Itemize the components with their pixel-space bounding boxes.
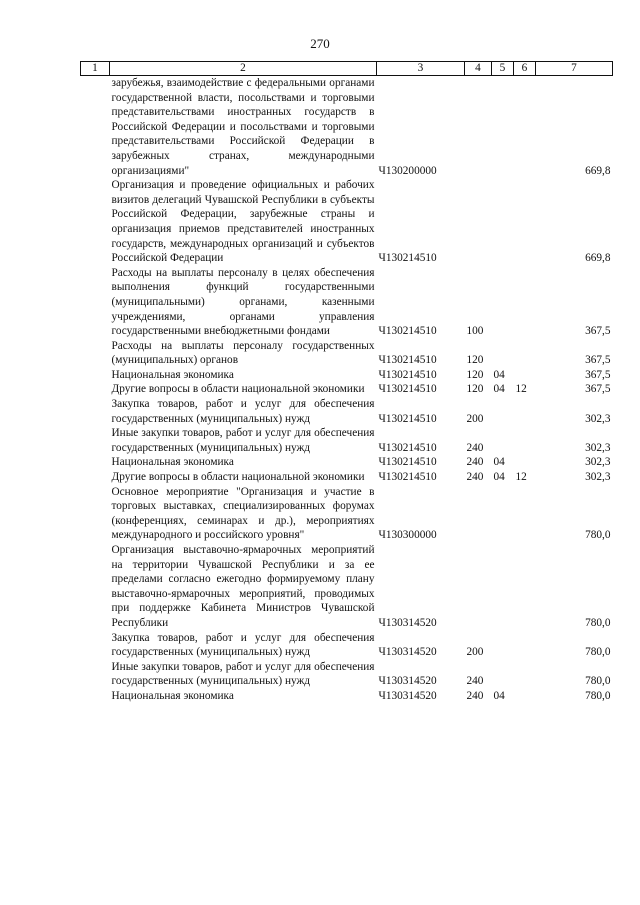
row-number-cell: [81, 660, 110, 689]
amount-cell: 669,8: [585, 164, 611, 177]
row-number-cell: [81, 455, 110, 470]
table-row: [81, 397, 613, 426]
header-col-1: 1: [81, 62, 110, 76]
row-number-cell: [81, 397, 110, 426]
target-code-cell: Ч130300000: [378, 529, 437, 542]
table-row: [81, 689, 613, 704]
amount-cell: 780,0: [585, 646, 611, 659]
section-cell: 04: [493, 689, 505, 702]
section-cell: [492, 266, 514, 339]
subsection-cell: [514, 266, 536, 339]
subsection-cell: [514, 631, 536, 660]
target-code-cell: Ч130214510: [378, 441, 437, 454]
subsection-cell: [514, 368, 536, 383]
target-code-cell: Ч130214510: [378, 456, 437, 469]
subsection-cell: [514, 76, 536, 179]
amount-cell: 302,3: [585, 412, 611, 425]
item-name-cell: Национальная экономика: [111, 689, 234, 702]
item-name-cell: Расходы на выплаты персоналу в целях обеспечения выполнения функций государственными (муниципальными) органами, казенными учреждениями, органами управления государственными внебюджетными фондами: [111, 266, 375, 338]
header-col-4: 4: [465, 62, 492, 76]
table-row: [81, 455, 613, 470]
subsection-cell: [514, 426, 536, 455]
row-number-cell: [81, 339, 110, 368]
expense-type-cell: [465, 543, 492, 631]
section-cell: 04: [493, 368, 505, 381]
expense-type-cell: 120: [466, 368, 484, 381]
section-cell: 04: [493, 456, 505, 469]
amount-cell: 367,5: [585, 383, 611, 396]
target-code-cell: Ч130214510: [378, 412, 437, 425]
amount-cell: 367,5: [585, 325, 611, 338]
target-code-cell: Ч130314520: [378, 675, 437, 688]
target-code-cell: Ч130314520: [378, 646, 437, 659]
amount-cell: 669,8: [585, 252, 611, 265]
target-code-cell: Ч130200000: [378, 164, 437, 177]
amount-cell: 780,0: [585, 529, 611, 542]
table-body: [81, 76, 613, 704]
section-cell: [492, 631, 514, 660]
target-code-cell: Ч130314520: [378, 616, 437, 629]
header-col-3: 3: [377, 62, 465, 76]
item-name-cell: Другие вопросы в области национальной экономики: [111, 383, 365, 396]
amount-cell: 780,0: [585, 675, 611, 688]
section-cell: 04: [493, 471, 505, 484]
amount-cell: 780,0: [585, 689, 611, 702]
item-name-cell: Закупка товаров, работ и услуг для обеспечения государственных (муниципальных) нужд: [111, 398, 375, 425]
table-row: [81, 470, 613, 485]
target-code-cell: Ч130214510: [378, 252, 437, 265]
row-number-cell: [81, 368, 110, 383]
table-row: [81, 660, 613, 689]
expense-type-cell: [465, 178, 492, 266]
table-row: [81, 178, 613, 266]
table-header: [81, 62, 613, 76]
header-col-7: 7: [536, 62, 613, 76]
amount-cell: 302,3: [585, 471, 611, 484]
section-cell: [492, 485, 514, 543]
expense-type-cell: [465, 76, 492, 179]
table-row: [81, 76, 613, 179]
target-code-cell: Ч130214510: [378, 354, 437, 367]
section-cell: [492, 426, 514, 455]
item-name-cell: Основное мероприятие "Организация и участие в торговых выставках, специализированных форумах (конференциях, семинарах и др.), мероприятиях международного и российского уровня": [111, 485, 375, 542]
section-cell: [492, 397, 514, 426]
item-name-cell: Иные закупки товаров, работ и услуг для обеспечения государственных (муниципальных) нужд: [111, 660, 375, 688]
section-cell: [492, 76, 514, 179]
subsection-cell: [514, 543, 536, 631]
expense-type-cell: 200: [466, 412, 484, 425]
expense-type-cell: 240: [466, 471, 484, 484]
expense-type-cell: [465, 485, 492, 543]
budget-table: [80, 61, 613, 704]
table-row: [81, 339, 613, 368]
amount-cell: 367,5: [585, 368, 611, 381]
row-number-cell: [81, 485, 110, 543]
subsection-cell: [514, 485, 536, 543]
expense-type-cell: 240: [466, 689, 484, 702]
expense-type-cell: 120: [466, 354, 484, 367]
item-name-cell: Организация и проведение официальных и рабочих визитов делегаций Чувашской Республики в субъекты Российской Федерации, зарубежные страны и организация приемов представителей иностранных государств, международных организаций и субъектов Российской Федерации: [111, 179, 375, 265]
item-name-cell: Другие вопросы в области национальной экономики: [111, 471, 365, 484]
row-number-cell: [81, 266, 110, 339]
table-row: [81, 485, 613, 543]
expense-type-cell: 120: [466, 383, 484, 396]
header-col-5: 5: [492, 62, 514, 76]
subsection-cell: [514, 397, 536, 426]
subsection-cell: 12: [515, 383, 527, 396]
table-row: [81, 426, 613, 455]
item-name-cell: Национальная экономика: [111, 368, 234, 381]
subsection-cell: [514, 455, 536, 470]
target-code-cell: Ч130214510: [378, 471, 437, 484]
row-number-cell: [81, 382, 110, 397]
table-row: [81, 266, 613, 339]
subsection-cell: [514, 660, 536, 689]
expense-type-cell: 240: [466, 456, 484, 469]
expense-type-cell: 240: [466, 441, 484, 454]
amount-cell: 302,3: [585, 456, 611, 469]
item-name-cell: Закупка товаров, работ и услуг для обеспечения государственных (муниципальных) нужд: [111, 631, 375, 659]
amount-cell: 302,3: [585, 441, 611, 454]
table-row: [81, 543, 613, 631]
section-cell: [492, 660, 514, 689]
subsection-cell: [514, 339, 536, 368]
row-number-cell: [81, 178, 110, 266]
target-code-cell: Ч130314520: [378, 689, 437, 702]
header-col-6: 6: [514, 62, 536, 76]
table-row: [81, 368, 613, 383]
expense-type-cell: 200: [466, 646, 484, 659]
item-name-cell: Иные закупки товаров, работ и услуг для обеспечения государственных (муниципальных) нужд: [111, 427, 375, 454]
item-name-cell: Национальная экономика: [111, 456, 234, 469]
section-cell: [492, 543, 514, 631]
header-row: [81, 62, 613, 76]
subsection-cell: [514, 689, 536, 704]
page-number: 270: [310, 36, 330, 51]
row-number-cell: [81, 689, 110, 704]
target-code-cell: Ч130214510: [378, 368, 437, 381]
amount-cell: 367,5: [585, 354, 611, 367]
subsection-cell: [514, 178, 536, 266]
item-name-cell: Расходы на выплаты персоналу государственных (муниципальных) органов: [111, 339, 375, 367]
item-name-cell: Организация выставочно-ярмарочных мероприятий на территории Чувашской Республики и за ее пределами согласно ежегодно формируемому плану выставочно-ярмарочных мероприятий, проводимых при поддержке Кабинета Министров Чувашской Республики: [111, 544, 375, 629]
target-code-cell: Ч130214510: [378, 383, 437, 396]
amount-cell: 780,0: [585, 616, 611, 629]
subsection-cell: 12: [515, 471, 527, 484]
target-code-cell: Ч130214510: [378, 325, 437, 338]
row-number-cell: [81, 426, 110, 455]
row-number-cell: [81, 543, 110, 631]
table-row: [81, 631, 613, 660]
item-name-cell: зарубежья, взаимодействие с федеральными органами государственной власти, посольствами и торговыми представительствами иностранных государств в Российской Федерации и посольствами и торговыми представительствами Российской Федерации в зарубежных странах, международными организациями": [111, 77, 375, 177]
section-cell: 04: [493, 383, 505, 396]
header-col-2: 2: [110, 62, 377, 76]
section-cell: [492, 178, 514, 266]
section-cell: [492, 339, 514, 368]
row-number-cell: [81, 631, 110, 660]
table-row: [81, 382, 613, 397]
expense-type-cell: 100: [466, 325, 484, 338]
row-number-cell: [81, 76, 110, 179]
expense-type-cell: 240: [466, 675, 484, 688]
row-number-cell: [81, 470, 110, 485]
